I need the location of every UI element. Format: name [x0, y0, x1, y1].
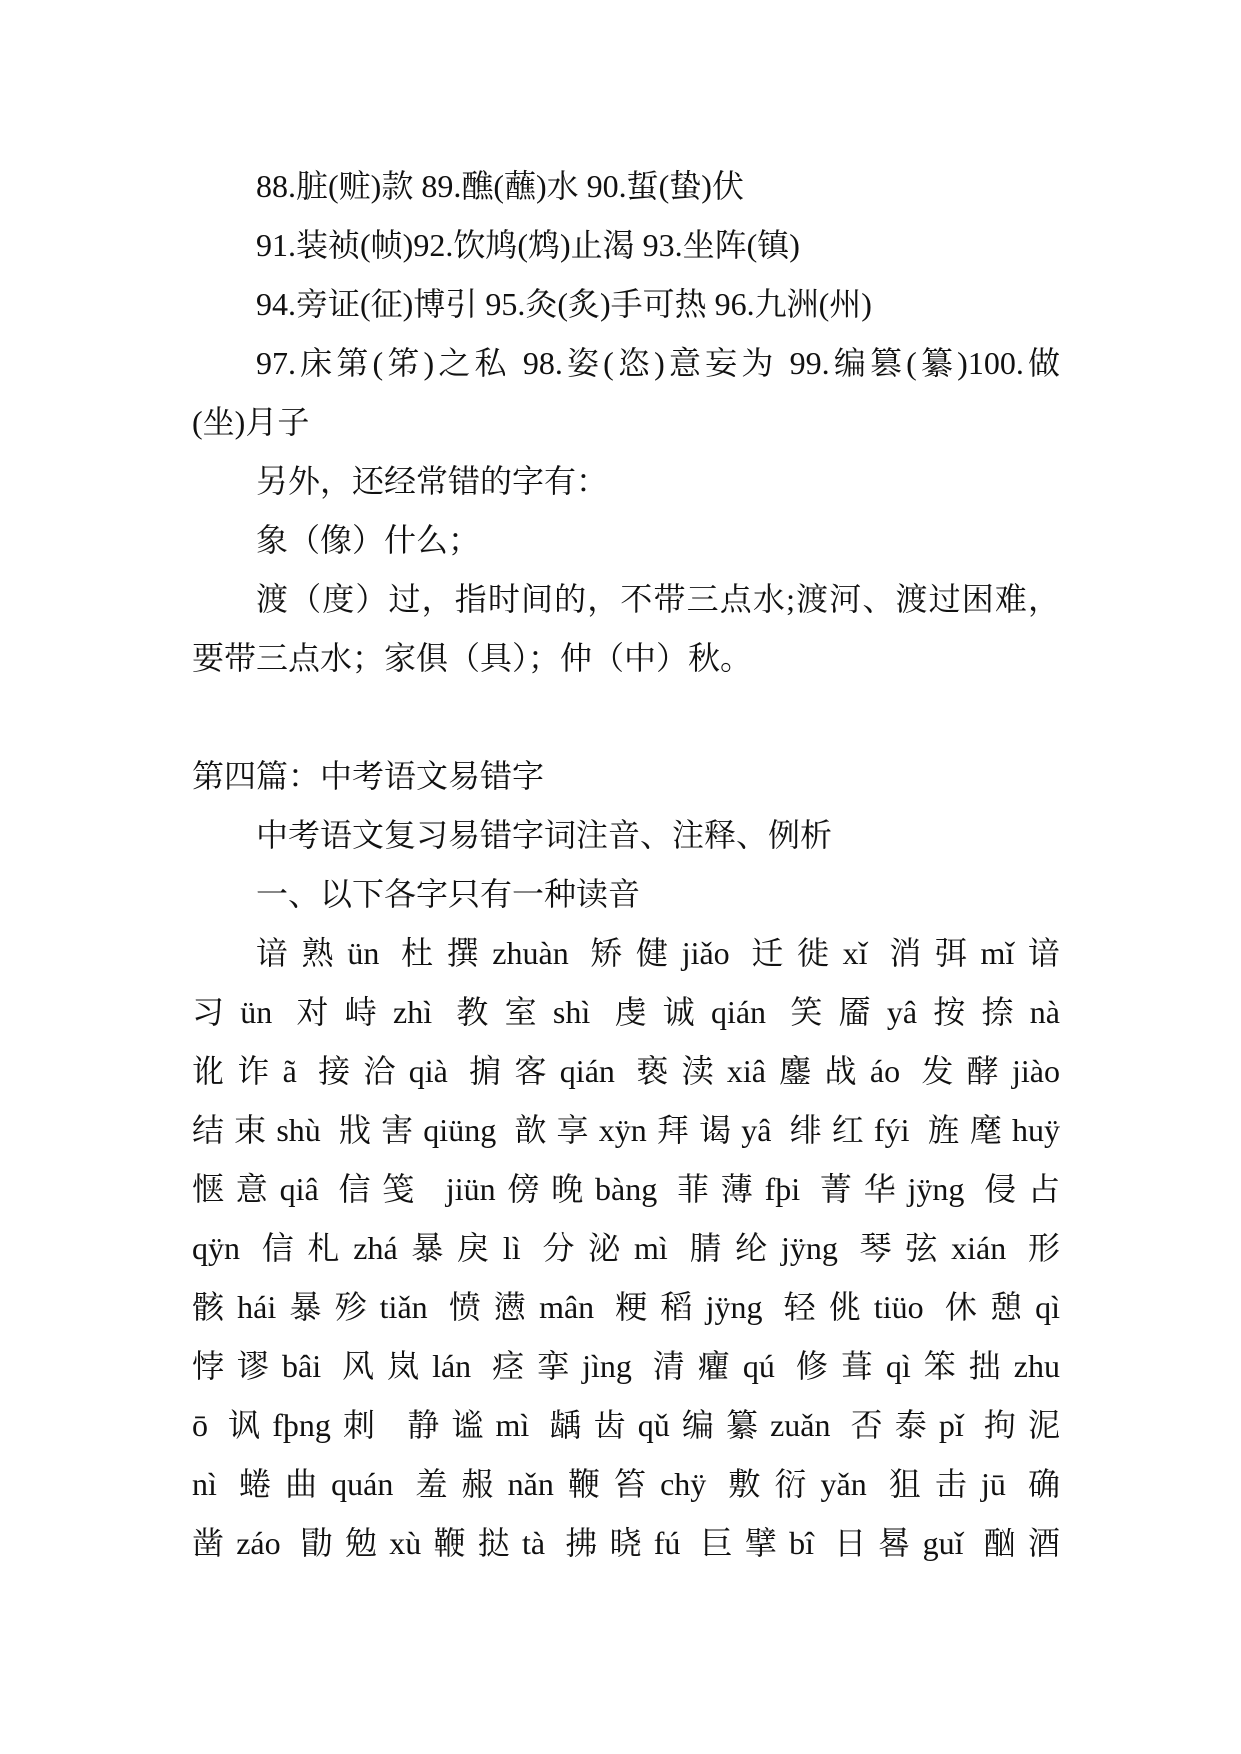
text-line: (坐)月子: [192, 404, 310, 440]
text-line: 象（像）什么；: [256, 522, 481, 558]
text-line: 凿záo 勖勉xù鞭挞tà 拂晓fú 巨擘bî 日晷guǐ 酗酒: [192, 1525, 1060, 1561]
blank-line: [192, 688, 1060, 747]
text-line: 91.装祯(帧)92.饮鸠(鸩)止渴 93.坐阵(镇): [256, 227, 800, 263]
text-line: 谙熟ün 杜撰zhuàn 矫健jiǎo 迁徙xǐ 消弭mǐ谙: [256, 935, 1060, 971]
text-line: 习ün 对峙zhì 教室shì 虔诚qián 笑靥yâ按捺nà: [192, 994, 1060, 1030]
text-line: 惬意qiâ 信笺 jiün傍晚bàng 菲薄fþi 菁华jÿng 侵占: [192, 1171, 1060, 1207]
section-subtitle: 中考语文复习易错字词注音、注释、例析: [256, 817, 833, 853]
document-body: [192, 157, 1060, 1573]
text-line: 骸hái暴殄tiǎn 愤懑mân 粳稻jÿng 轻佻tiüo 休憩qì: [192, 1289, 1060, 1325]
text-line: nì 蜷曲quán 羞赧nǎn鞭笞chÿ 敷衍yǎn 狙击jū 确: [192, 1466, 1060, 1502]
text-line: 88.脏(赃)款 89.醮(蘸)水 90.蜇(蛰)伏: [256, 168, 744, 204]
text-line: 另外，还经常错的字有：: [256, 463, 609, 499]
text-line: qÿn 信札zhá暴戾lì 分泌mì 腈纶jÿng 琴弦xián 形: [192, 1230, 1060, 1266]
text-line: 结束shù 戕害qiüng 歆享xÿn拜谒yâ 绯红fýi 旌麾huÿ: [192, 1112, 1060, 1148]
text-line: 97.床第(笫)之私 98.姿(恣)意妄为 99.编篡(纂)100.做: [256, 345, 1060, 381]
part-title: 一、以下各字只有一种读音: [256, 876, 641, 912]
text-line: 悖谬bâi 风岚lán 痉挛jìng 清癯qú 修葺qì笨拙zhu: [192, 1348, 1060, 1384]
text-line: 渡（度）过，指时间的，不带三点水;渡河、渡过困难，: [256, 581, 1060, 617]
text-line: 讹诈ã 接洽qià 掮客qián 亵渎xiâ鏖战áo 发酵jiào: [192, 1053, 1060, 1089]
text-line: 94.旁证(征)博引 95.灸(炙)手可热 96.九洲(州): [256, 286, 872, 322]
text-line: 要带三点水；家俱（具）；仲（中）秋。: [192, 640, 753, 676]
section-heading: 第四篇：中考语文易错字: [192, 758, 545, 794]
text-line: ō 讽fþng刺 静谧mì 龋齿qǔ编纂zuǎn 否泰pǐ 拘泥: [192, 1407, 1060, 1443]
